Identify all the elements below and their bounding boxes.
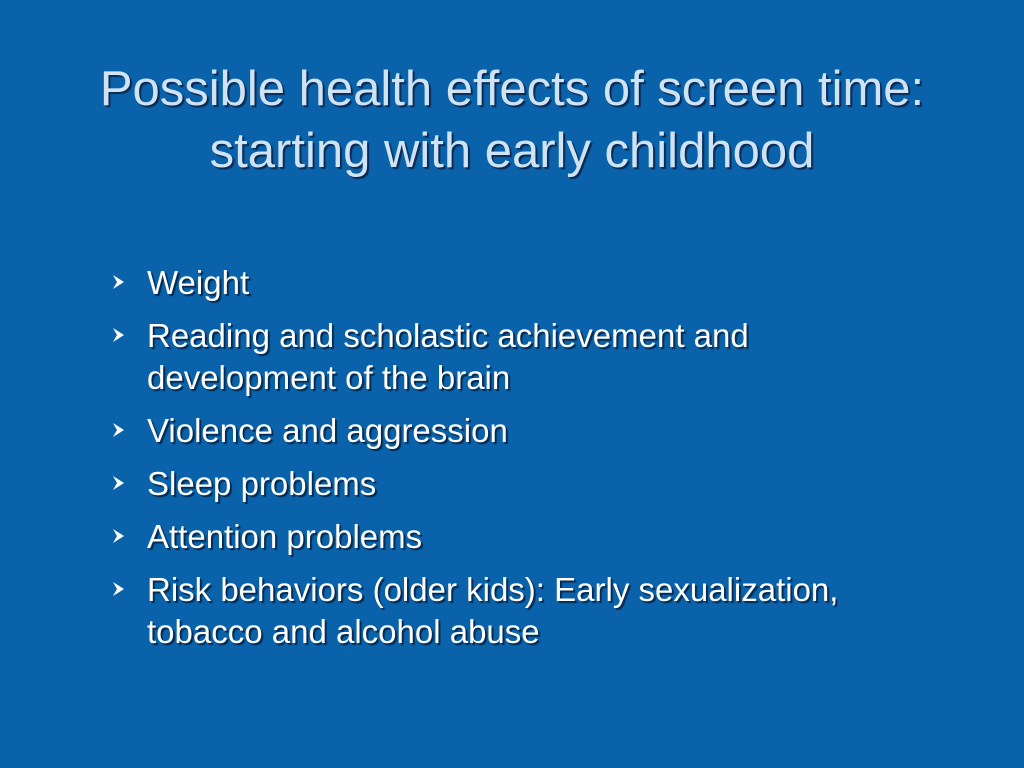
bullet-item [110,516,910,558]
bullet-item [110,410,910,452]
bullet-item [110,463,910,505]
bullet-text: Violence and aggression [147,412,508,449]
bullet-text: Attention problems [147,518,423,555]
bullet-text: Weight [147,264,250,301]
bullet-list [110,262,910,664]
bullet-arrow-icon [112,327,126,343]
bullet-arrow-icon [112,528,126,544]
bullet-item [110,569,910,653]
bullet-item [110,262,910,304]
slide-title: Possible health effects of screen time: starting with early childhood [99,62,925,178]
bullet-text: Sleep problems [147,465,377,502]
bullet-text: Risk behaviors (older kids): Early sexualization, tobacco and alcohol abuse [147,571,839,650]
bullet-text: Reading and scholastic achievement and development of the brain [147,317,749,396]
bullet-arrow-icon [112,422,126,438]
bullet-arrow-icon [112,475,126,491]
bullet-item [110,315,910,399]
bullet-arrow-icon [112,274,126,290]
bullet-arrow-icon [112,581,126,597]
